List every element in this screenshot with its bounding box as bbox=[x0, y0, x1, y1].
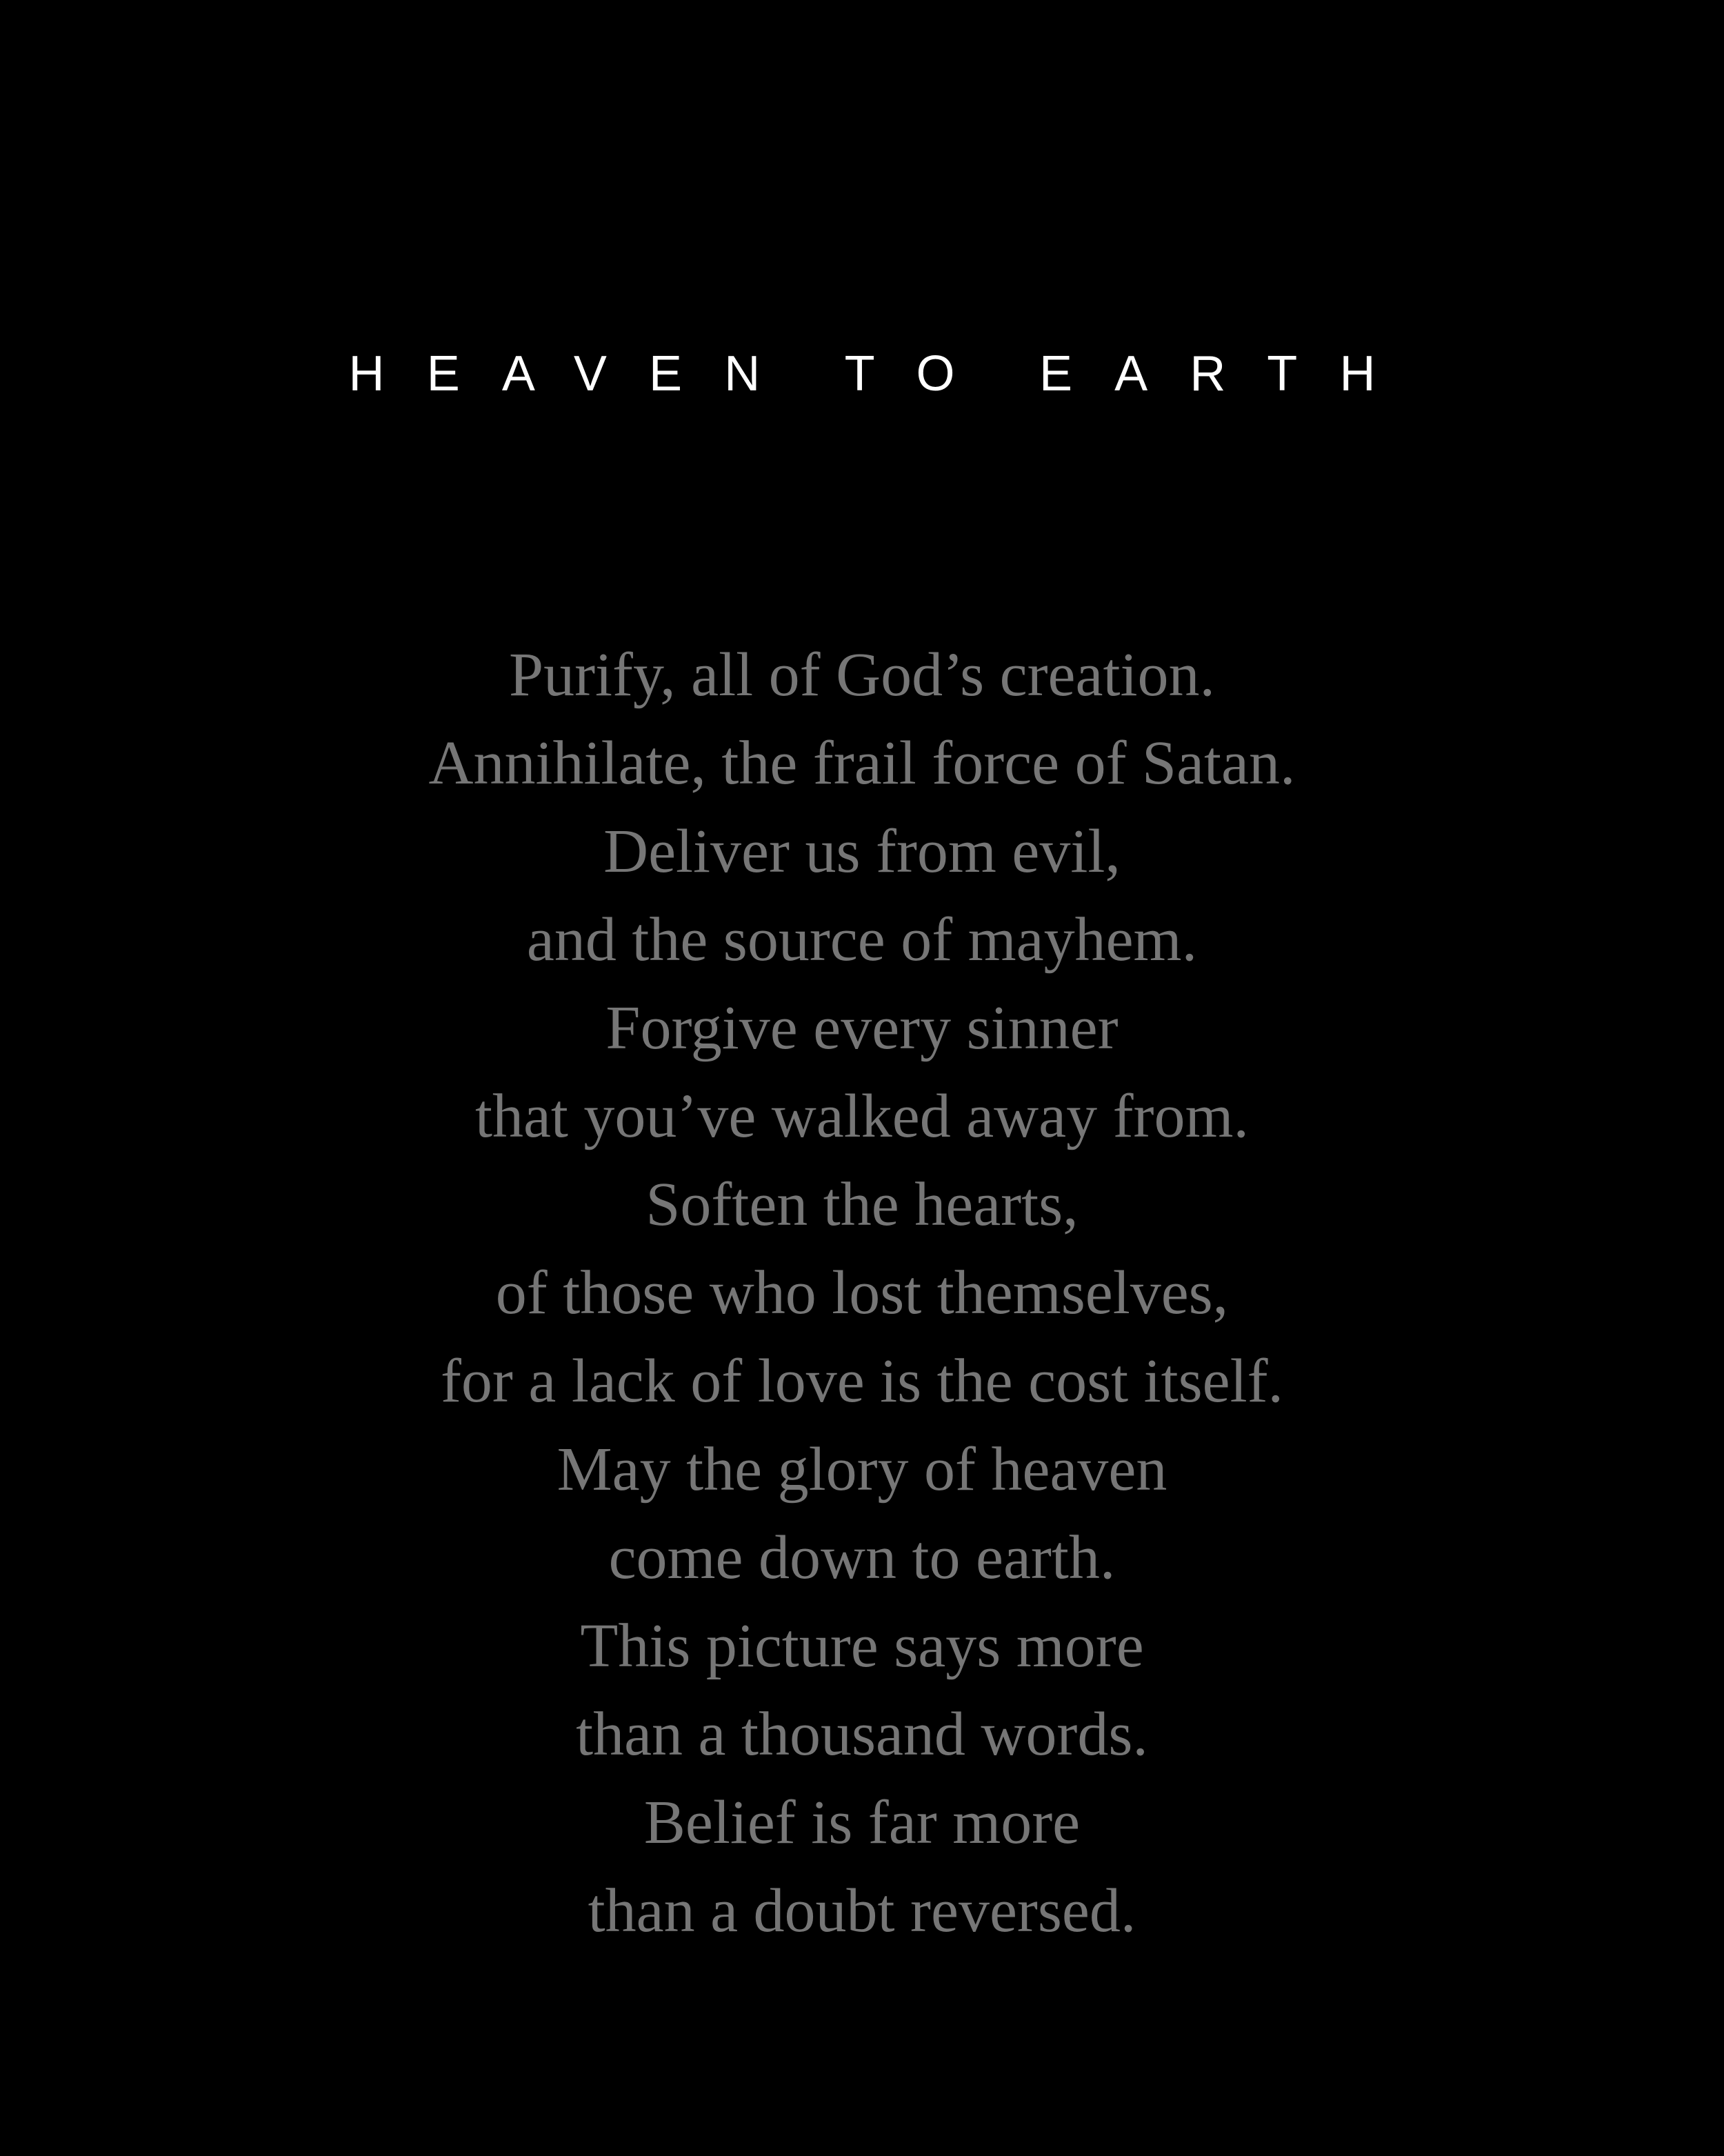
title-word: EARTH bbox=[1039, 346, 1418, 401]
title-word: HEAVEN bbox=[348, 346, 803, 401]
poem-line: Purify, all of God’s creation. bbox=[509, 641, 1215, 709]
poem-line: than a thousand words. bbox=[576, 1700, 1148, 1768]
page-title bbox=[0, 346, 1724, 401]
poem-line: This picture says more bbox=[580, 1612, 1144, 1680]
poem-body bbox=[0, 631, 1724, 1955]
poem-line: of those who lost themselves, bbox=[495, 1259, 1229, 1327]
poem-line: Annihilate, the frail force of Satan. bbox=[428, 729, 1296, 797]
poem-line: Deliver us from evil, bbox=[603, 817, 1121, 886]
poem-line: for a lack of love is the cost itself. bbox=[440, 1347, 1284, 1415]
poem-line: than a doubt reversed. bbox=[588, 1877, 1136, 1945]
poem-line: Soften the hearts, bbox=[645, 1170, 1079, 1239]
poem-line: and the source of mayhem. bbox=[526, 906, 1198, 974]
poem-line: Belief is far more bbox=[643, 1788, 1081, 1857]
poem-line: come down to earth. bbox=[608, 1524, 1116, 1592]
title-word: TO bbox=[844, 346, 997, 401]
poem-line: May the glory of heaven bbox=[557, 1435, 1167, 1504]
poem-line: that you’ve walked away from. bbox=[474, 1082, 1250, 1150]
poem-line: Forgive every sinner bbox=[605, 994, 1119, 1062]
